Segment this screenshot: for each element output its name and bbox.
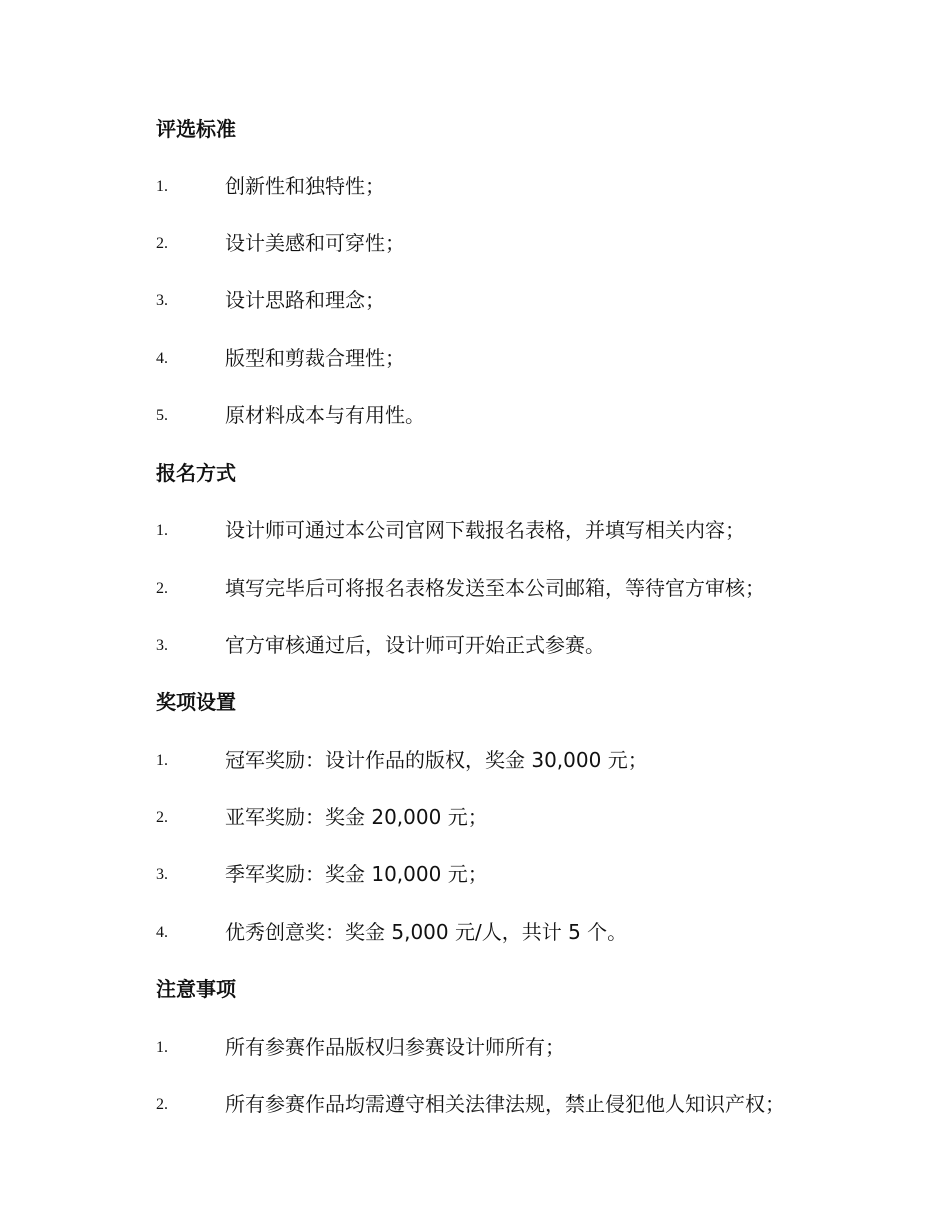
list-item [0,174,950,198]
list-item [0,403,950,427]
list-number: 2. [156,1096,168,1113]
list-number: 1. [156,752,168,769]
list-number: 1. [156,522,168,539]
section-heading-awards: 奖项设置 [156,690,236,714]
list-number: 4. [156,350,168,367]
list-item [0,920,950,944]
list-item [0,748,950,772]
section-heading-notes: 注意事项 [156,977,236,1001]
list-text: 优秀创意奖：奖金 5,000 元/人，共计 5 个。 [225,920,628,944]
section-heading-registration: 报名方式 [156,461,236,485]
list-item [0,862,950,886]
list-text: 冠军奖励：设计作品的版权，奖金 30,000 元； [225,748,648,772]
list-number: 3. [156,292,168,309]
list-text: 创新性和独特性； [225,174,385,198]
list-text: 原材料成本与有用性。 [225,403,425,427]
list-item [0,288,950,312]
section-heading-judging-criteria: 评选标准 [156,117,236,141]
list-number: 2. [156,809,168,826]
list-text: 所有参赛作品均需遵守相关法律法规，禁止侵犯他人知识产权； [225,1092,785,1116]
list-number: 1. [156,178,168,195]
list-item [0,633,950,657]
list-text: 设计师可通过本公司官网下载报名表格，并填写相关内容； [225,518,745,542]
list-number: 3. [156,637,168,654]
list-text: 设计美感和可穿性； [225,231,405,255]
list-number: 1. [156,1039,168,1056]
list-number: 2. [156,580,168,597]
list-text: 亚军奖励：奖金 20,000 元； [225,805,488,829]
list-text: 设计思路和理念； [225,288,385,312]
list-text: 所有参赛作品版权归参赛设计师所有； [225,1035,565,1059]
list-item [0,346,950,370]
list-number: 5. [156,407,168,424]
list-text: 填写完毕后可将报名表格发送至本公司邮箱，等待官方审核； [225,576,765,600]
list-number: 4. [156,924,168,941]
list-item [0,518,950,542]
list-item [0,1092,950,1116]
list-item [0,1035,950,1059]
list-text: 季军奖励：奖金 10,000 元； [225,862,488,886]
list-text: 版型和剪裁合理性； [225,346,405,370]
list-number: 3. [156,866,168,883]
list-item [0,805,950,829]
list-item [0,576,950,600]
list-number: 2. [156,235,168,252]
list-text: 官方审核通过后，设计师可开始正式参赛。 [225,633,605,657]
list-item [0,231,950,255]
